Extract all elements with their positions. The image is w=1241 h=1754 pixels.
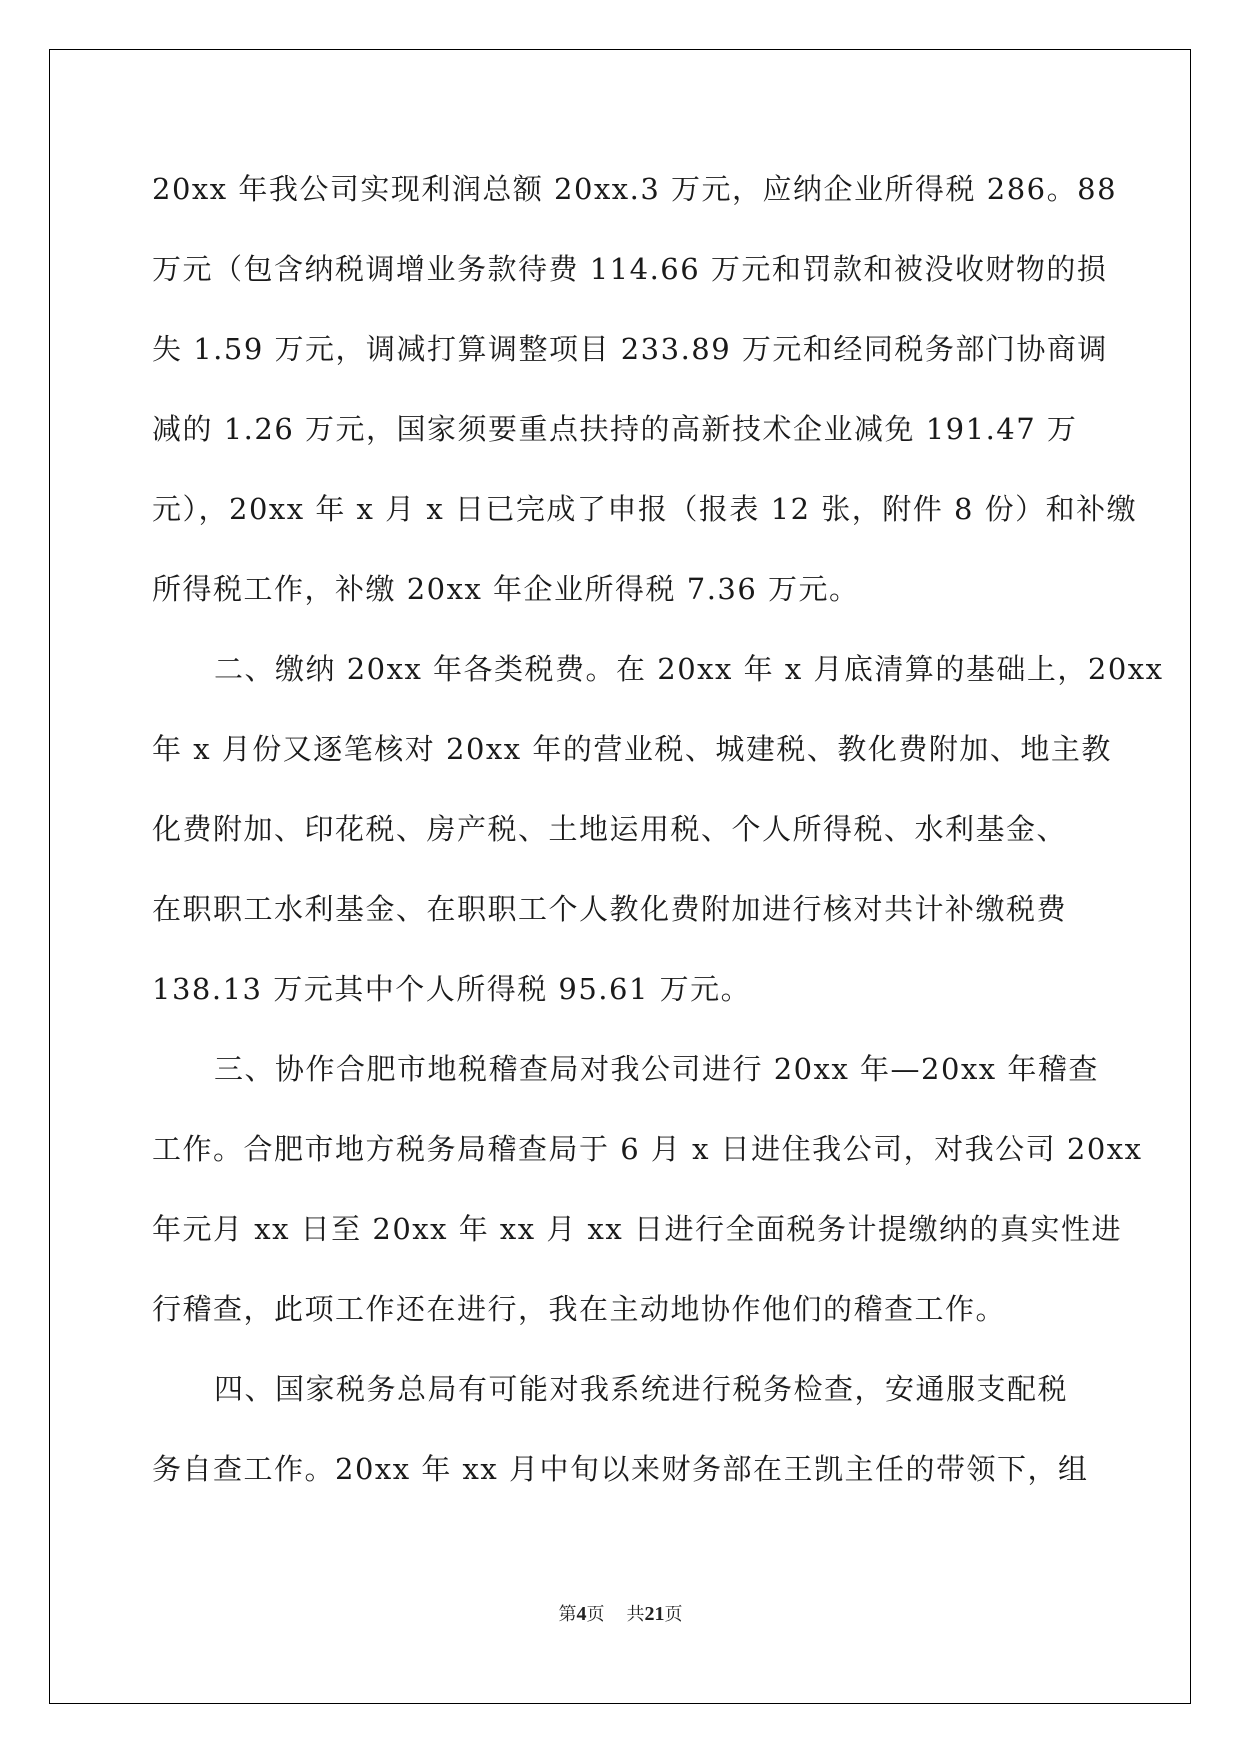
text-line: 年 x 月份又逐笔核对 20xx 年的营业税、城建税、教化费附加、地主教 <box>152 732 1112 766</box>
total-prefix: 共 <box>626 1604 645 1625</box>
text-line: 20xx 年我公司实现利润总额 20xx.3 万元，应纳企业所得税 286。88 <box>152 172 1118 206</box>
paragraph-start-line: 三、协作合肥市地税稽查局对我公司进行 20xx 年—20xx 年稽查 <box>214 1052 1099 1086</box>
text-line: 失 1.59 万元，调减打算调整项目 233.89 万元和经同税务部门协商调 <box>152 332 1108 366</box>
page-footer <box>0 1600 1241 1626</box>
page-number: 4 <box>576 1603 587 1625</box>
total-suffix: 页 <box>664 1604 683 1625</box>
paragraph-start-line: 四、国家税务总局有可能对我系统进行税务检查，安通服支配税 <box>214 1372 1069 1406</box>
text-line: 行稽查，此项工作还在进行，我在主动地协作他们的稽查工作。 <box>152 1292 1007 1326</box>
page-suffix: 页 <box>586 1604 605 1625</box>
text-line: 化费附加、印花税、房产税、土地运用税、个人所得税、水利基金、 <box>152 812 1068 846</box>
text-line: 减的 1.26 万元，国家须要重点扶持的高新技术企业减免 191.47 万 <box>152 412 1078 446</box>
text-line: 所得税工作，补缴 20xx 年企业所得税 7.36 万元。 <box>152 572 860 606</box>
document-body <box>152 163 1164 1523</box>
paragraph-start-line: 二、缴纳 20xx 年各类税费。在 20xx 年 x 月底清算的基础上，20xx <box>214 652 1164 686</box>
text-line: 在职职工水利基金、在职职工个人教化费附加进行核对共计补缴税费 <box>152 892 1068 926</box>
text-line: 元），20xx 年 x 月 x 日已完成了申报（报表 12 张，附件 8 份）和补缴 <box>152 492 1138 526</box>
page-prefix: 第 <box>558 1604 577 1625</box>
text-line: 138.13 万元其中个人所得税 95.61 万元。 <box>152 972 752 1006</box>
text-line: 万元（包含纳税调增业务款待费 114.66 万元和罚款和被没收财物的损 <box>152 252 1108 286</box>
text-line: 务自查工作。20xx 年 xx 月中旬以来财务部在王凯主任的带领下，组 <box>152 1452 1089 1486</box>
total-pages: 21 <box>644 1603 665 1625</box>
text-line: 工作。合肥市地方税务局稽查局于 6 月 x 日进住我公司，对我公司 20xx <box>152 1132 1143 1166</box>
text-line: 年元月 xx 日至 20xx 年 xx 月 xx 日进行全面税务计提缴纳的真实性进 <box>152 1212 1122 1246</box>
